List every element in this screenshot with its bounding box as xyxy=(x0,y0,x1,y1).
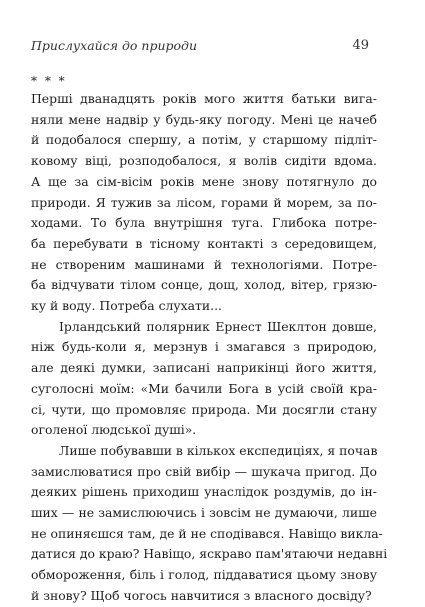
text-line: А ще за сім-вісім років мене знову потягнуло до xyxy=(31,173,377,189)
text-line: ку й воду. Потреба слухати... xyxy=(31,298,222,314)
body-text xyxy=(31,89,388,607)
text-line: обмороження, біль і голод, піддаватися цьому знову xyxy=(31,567,377,583)
text-line: деяких рішень приходиш унаслідок роздумів, до ін- xyxy=(31,484,377,500)
text-line: Ірландський полярник Ернест Шеклтон довше, xyxy=(59,318,377,334)
text-line: ніж будь-коли я, мерзнув і змагався з природою, xyxy=(31,339,377,355)
text-line: ба відчувати тілом сонце, дощ, холод, вітер, грязю- xyxy=(31,277,377,293)
text-line: замислюватися про свій вибір — шукача пригод. До xyxy=(31,463,377,479)
text-line: датися до краю? Навіщо, яскраво пам'ятаючи недавні xyxy=(31,546,388,562)
text-line: ковому віці, розподобалося, я волів сидіти вдома. xyxy=(31,153,377,169)
text-line: няли мене надвір у будь-яку погоду. Мені це начеб xyxy=(31,111,377,127)
text-line: ба перебувати в тісному контакті з середовищем, xyxy=(31,235,377,251)
text-line: суголосні моїм: «Ми бачили Бога в усій своїй кра- xyxy=(31,380,377,396)
text-line: ходами. То була внутрішня туга. Глибока потре- xyxy=(31,215,377,231)
running-head: Прислухайся до природи xyxy=(31,38,197,53)
paragraph xyxy=(31,89,377,317)
section-separator: * * * xyxy=(31,74,67,88)
text-line: але деякі думки, записані наприкінці його життя, xyxy=(31,360,377,376)
text-line: сі, чути, що промовляє природа. Ми досягли стану xyxy=(31,401,377,417)
text-line: оголеної людської душі». xyxy=(31,422,197,438)
text-line: не створеним машинами й технологіями. Потре- xyxy=(31,256,377,272)
paragraph xyxy=(31,441,388,607)
text-line: Лише побувавши в кількох експедиціях, я почав xyxy=(59,442,378,458)
page-number: 49 xyxy=(352,38,369,53)
text-line: не опиняєшся там, де й не сподівався. Навіщо виклa- xyxy=(31,525,383,541)
text-line: й знову? Щоб чогось навчитися з власного досвіду? xyxy=(31,587,372,603)
paragraph xyxy=(31,317,377,441)
text-line: Перші дванадцять років мого життя батьки вига- xyxy=(31,91,377,106)
text-line: природи. Я тужив за лісом, горами й морем, за по- xyxy=(31,194,377,210)
text-line: й подобалося спершу, а потім, у старшому підліт- xyxy=(31,132,377,148)
text-line: ших — не замислюючись і зовсім не думаючи, лише xyxy=(31,505,377,521)
